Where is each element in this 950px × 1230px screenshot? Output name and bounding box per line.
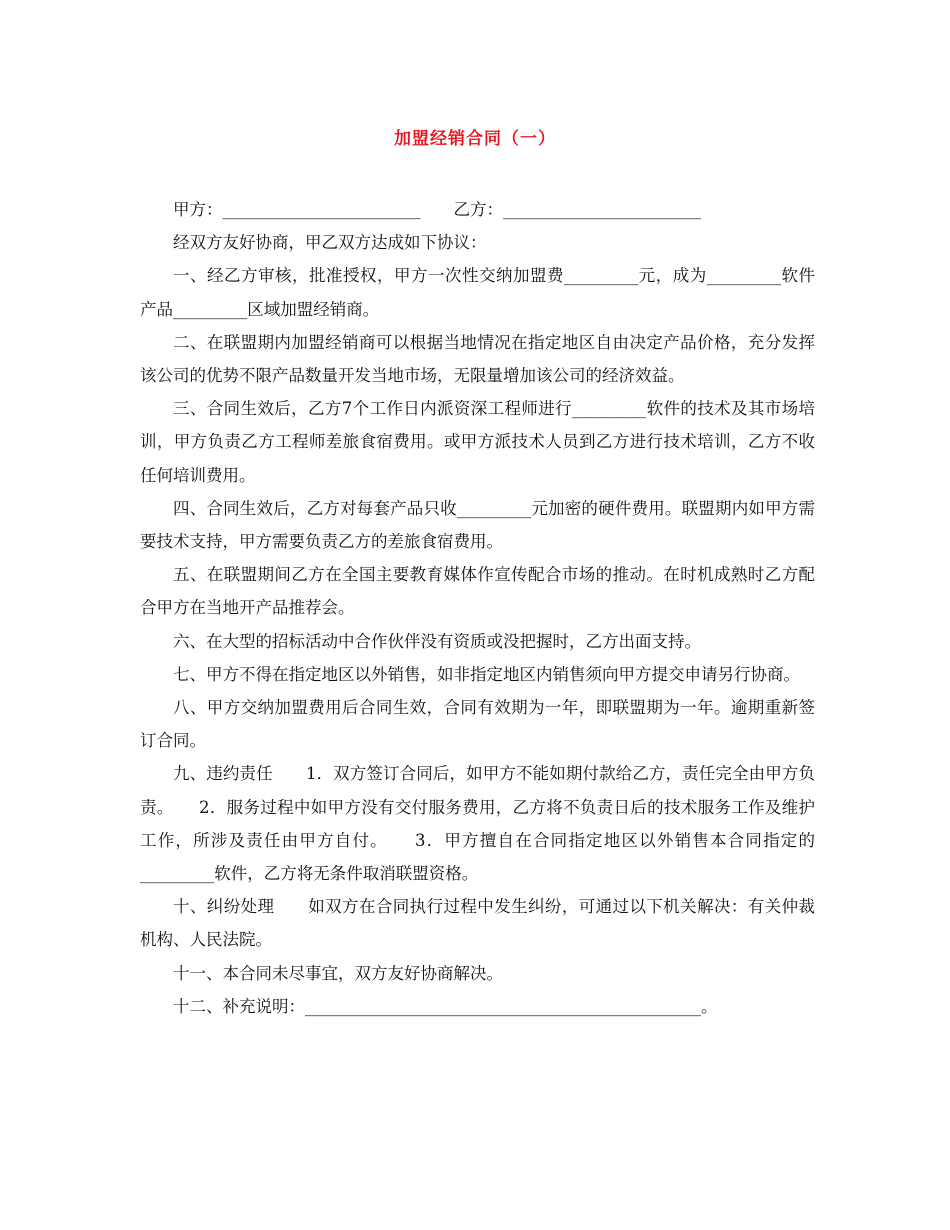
clause-12: 十二、补充说明：________________________________________________。 [173, 996, 718, 1016]
clause-5: 五、在联盟期间乙方在全国主要教育媒体作宣传配合市场的推动。在时机成熟时乙方配合甲方在当地开产品推荐会。 [140, 565, 815, 618]
clause-2: 二、在联盟期内加盟经销商可以根据当地情况在指定地区自由决定产品价格，充分发挥该公司的优势不限产品数量开发当地市场，无限量增加该公司的经济效益。 [140, 332, 815, 386]
clause-9: 九、违约责任 1．双方签订合同后，如甲方不能如期付款给乙方，责任完全由甲方负责。 2．服务过程中如甲方没有交付服务费用，乙方将不负责日后的技术服务工作及维护工作，所涉及责任由甲方自付。 3．甲方擅自在合同指定地区以外销售本合同指定的_________软件，乙方将无条件取消联盟资格。 [140, 764, 815, 884]
clause-8: 八、甲方交纳加盟费用后合同生效，合同有效期为一年，即联盟期为一年。逾期重新签订合同。 [140, 698, 815, 751]
clause-7: 七、甲方不得在指定地区以外销售，如非指定地区内销售须向甲方提交申请另行协商。 [173, 664, 800, 684]
document-title: 加盟经销合同（一） [394, 129, 556, 149]
party-line: 甲方：________________________ 乙方：________________________ [173, 200, 701, 219]
clause-6: 六、在大型的招标活动中合作伙伴没有资质或没把握时，乙方出面支持。 [173, 631, 701, 651]
preamble: 经双方友好协商，甲乙双方达成如下协议： [173, 233, 487, 253]
clause-3: 三、合同生效后，乙方7个工作日内派资深工程师进行_________软件的技术及其市场培训，甲方负责乙方工程师差旅食宿费用。或甲方派技术人员到乙方进行技术培训，乙方不收任何培训费用。 [140, 399, 815, 485]
clause-1: 一、经乙方审核，批准授权，甲方一次性交纳加盟费_________元，成为_________软件产品_________区域加盟经销商。 [140, 266, 815, 319]
clause-11: 十一、本合同未尽事宜，双方友好协商解决。 [173, 963, 503, 983]
contract-body [140, 193, 815, 1023]
clause-4: 四、合同生效后，乙方对每套产品只收_________元加密的硬件费用。联盟期内如甲方需要技术支持，甲方需要负责乙方的差旅食宿费用。 [140, 498, 815, 552]
clause-10: 十、纠纷处理 如双方在合同执行过程中发生纠纷，可通过以下机关解决：有关仲裁机构、人民法院。 [140, 897, 815, 950]
